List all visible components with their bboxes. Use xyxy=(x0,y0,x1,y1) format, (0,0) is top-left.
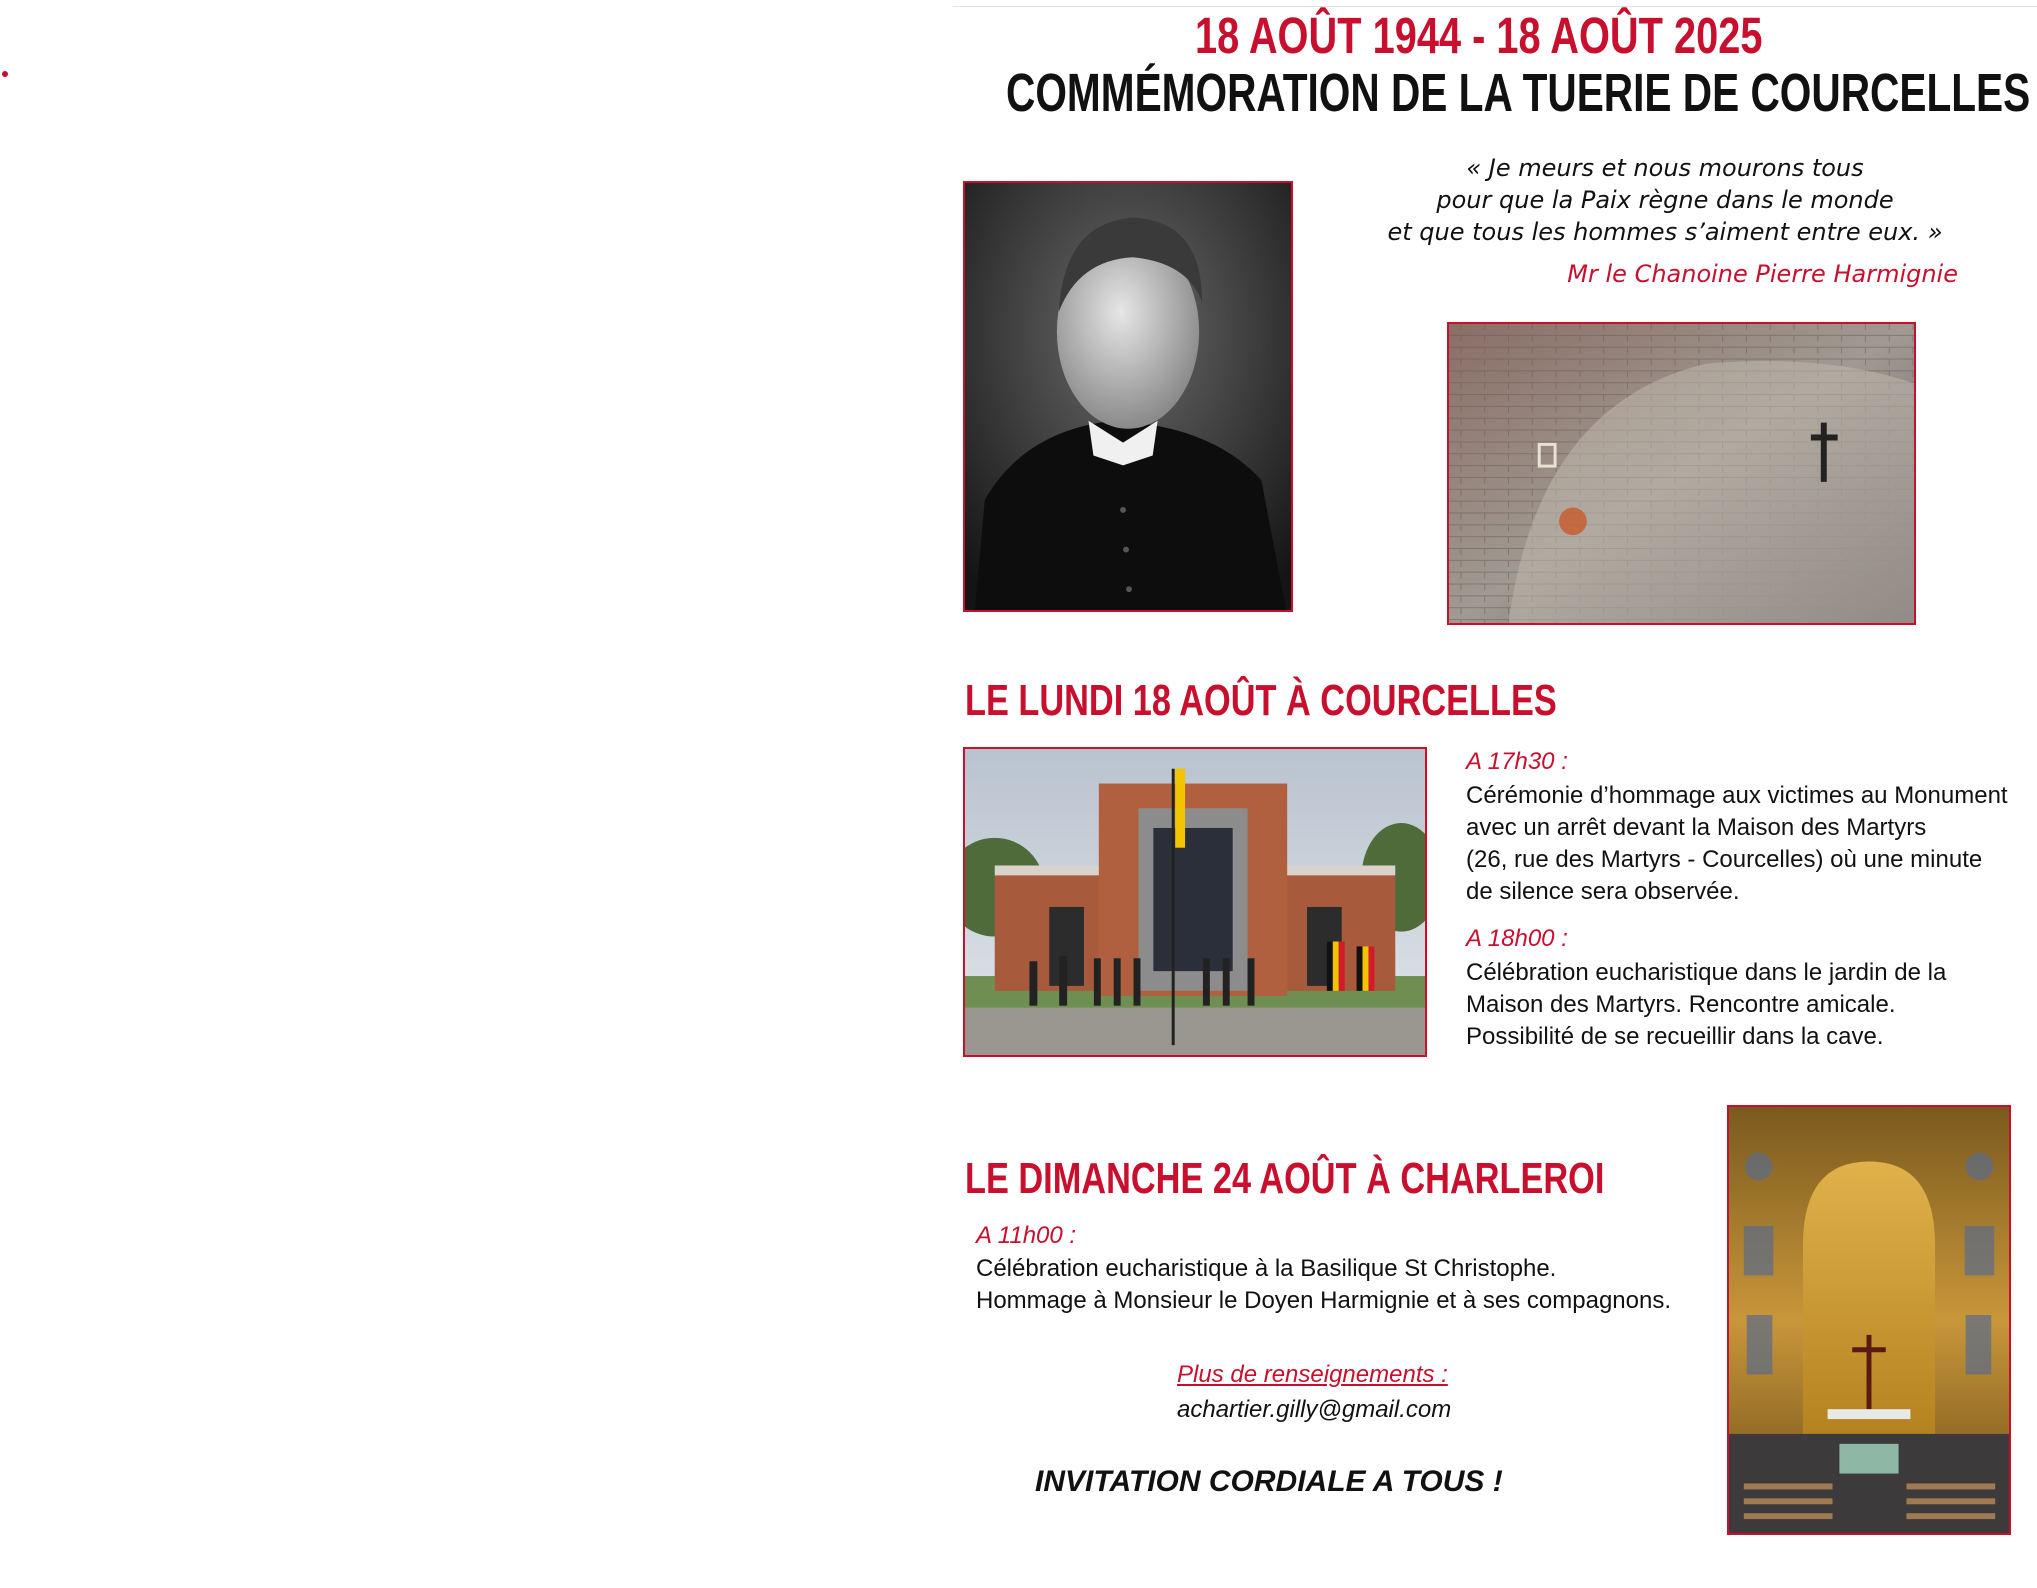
event-time-1800: A 18h00 : xyxy=(1466,925,1568,952)
quote-line: pour que la Paix règne dans le monde xyxy=(1436,186,1894,214)
event-line: Possibilité de se recueillir dans la cave. xyxy=(1466,1023,1884,1050)
invitation-text: INVITATION CORDIALE A TOUS ! xyxy=(1035,1465,1503,1498)
monument-photo xyxy=(963,747,1427,1057)
heading-monday: LE LUNDI 18 AOÛT À COURCELLES xyxy=(965,676,1557,725)
event-line: Célébration eucharistique dans le jardin de la xyxy=(1466,959,1947,986)
quote-block xyxy=(1370,152,1960,248)
event-time-1100: A 11h00 : xyxy=(976,1222,1077,1249)
quote-line: et que tous les hommes s’aiment entre eux. » xyxy=(1387,218,1943,246)
event-line: (26, rue des Martyrs - Courcelles) où une minute xyxy=(1466,846,1983,873)
event-description-1730 xyxy=(1466,780,2008,908)
event-line: avec un arrêt devant la Maison des Martyrs xyxy=(1466,814,1927,841)
event-line: Hommage à Monsieur le Doyen Harmignie et à ses compagnons. xyxy=(976,1287,1672,1314)
heading-sunday: LE DIMANCHE 24 AOÛT À CHARLEROI xyxy=(965,1154,1605,1203)
priest-portrait-photo xyxy=(963,181,1293,612)
quote-line: « Je meurs et nous mourons tous xyxy=(1466,154,1864,182)
red-dot-marker xyxy=(2,71,8,77)
header-dates: 18 AOÛT 1944 - 18 AOÛT 2025 xyxy=(1195,7,1763,64)
event-description-1800 xyxy=(1466,957,1946,1053)
event-line: Célébration eucharistique à la Basilique St Christophe. xyxy=(976,1255,1557,1282)
more-info-label: Plus de renseignements : xyxy=(1177,1361,1448,1388)
page-title: COMMÉMORATION DE LA TUERIE DE COURCELLES xyxy=(1006,63,2031,123)
event-description-1100 xyxy=(976,1253,1671,1317)
event-time-1730: A 17h30 : xyxy=(1466,748,1568,775)
quote-author: Mr le Chanoine Pierre Harmignie xyxy=(1567,260,1958,288)
contact-email[interactable]: achartier.gilly@gmail.com xyxy=(1177,1396,1452,1423)
event-line: Cérémonie d’hommage aux victimes au Monument xyxy=(1466,782,2008,809)
event-line: de silence sera observée. xyxy=(1466,878,1740,905)
cave-photo xyxy=(1447,322,1916,625)
basilica-interior-photo xyxy=(1727,1105,2011,1535)
event-line: Maison des Martyrs. Rencontre amicale. xyxy=(1466,991,1896,1018)
